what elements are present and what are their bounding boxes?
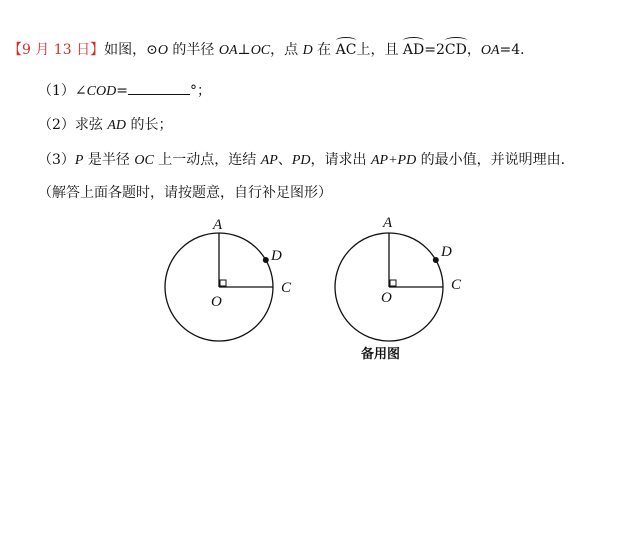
point-p: P [74, 153, 84, 168]
radius-oc: OC [250, 43, 271, 58]
label-c: C [281, 280, 292, 296]
instruction-note: （解答上面各题时，请按题意，自行补足图形） [38, 185, 332, 201]
arc-ac: AC [335, 42, 357, 58]
question-number: （1） [38, 83, 75, 99]
date-tag: 【9 月 13 日】 [8, 42, 105, 58]
stem-text: ，点 [270, 42, 303, 58]
spare-circle-figure [328, 214, 468, 344]
segment-ap: AP [260, 153, 278, 168]
point-d: D [302, 43, 313, 58]
question-text: 上一动点，连结 [153, 152, 261, 168]
arc-cd: CD [444, 42, 467, 58]
label-d: D [441, 244, 452, 260]
circle-figure [158, 214, 298, 344]
label-a: A [213, 217, 223, 233]
point-d-dot [433, 257, 439, 263]
point-d-dot [263, 257, 269, 263]
radius-oc: OC [134, 153, 154, 168]
spare-figure-caption: 备用图 [361, 347, 401, 362]
answer-blank [128, 81, 190, 95]
comma: ， [466, 42, 481, 58]
label-o: O [381, 290, 392, 306]
question-3 [38, 151, 575, 170]
question-text: 的长； [126, 117, 173, 133]
equals-sign: = [116, 83, 128, 99]
segment-pd: PD [291, 153, 311, 168]
arc-ad: AD [402, 42, 425, 58]
angle-symbol: ∠ [74, 83, 87, 99]
right-angle-mark [390, 280, 396, 286]
question-text: 是半径 [83, 152, 135, 168]
sum-expression: AP+PD [370, 153, 417, 168]
chord-ad: AD [107, 118, 127, 133]
circle-name: O [157, 43, 168, 58]
label-d: D [271, 248, 282, 264]
label-c: C [451, 277, 462, 293]
right-angle-mark [220, 280, 226, 286]
oa-label: OA [480, 43, 500, 58]
equation-text: =2 [424, 42, 445, 58]
question-number: （2） [38, 117, 75, 133]
question-text: 的最小值，并说明理由． [416, 152, 575, 168]
perp-symbol: ⊥ [237, 42, 251, 58]
oa-value: =4． [499, 42, 535, 58]
stem-prefix: 如图，⊙ [104, 42, 158, 58]
label-o: O [211, 294, 222, 310]
separator: 、 [277, 152, 292, 168]
problem-statement [8, 41, 534, 60]
stem-text: 的半径 [167, 42, 219, 58]
question-number: （3） [38, 152, 75, 168]
angle-name: COD [86, 84, 117, 99]
question-text: 求弦 [74, 117, 108, 133]
label-a: A [383, 215, 393, 231]
degree-suffix: °； [189, 83, 211, 99]
stem-text: 在 [312, 42, 336, 58]
radius-oa: OA [218, 43, 238, 58]
question-1 [38, 81, 211, 101]
stem-text: 上，且 [356, 42, 403, 58]
question-text: ，请求出 [310, 152, 371, 168]
question-2 [38, 116, 173, 135]
